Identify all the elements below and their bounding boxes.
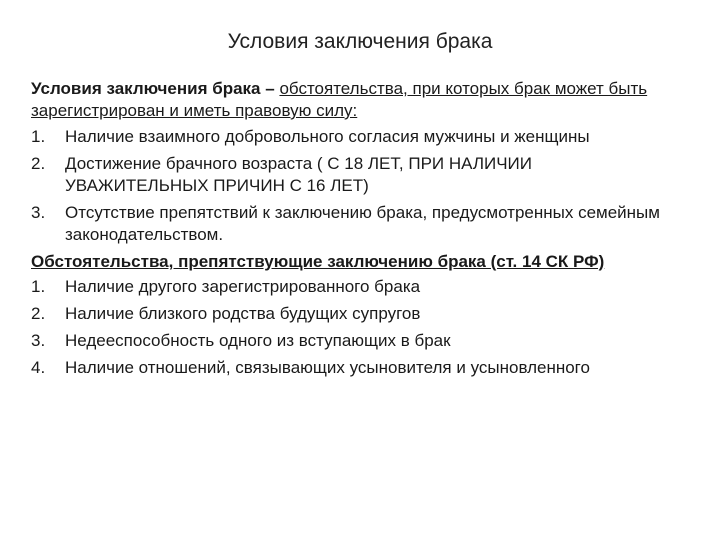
- list-item: [31, 357, 673, 379]
- list-number: 3.: [31, 331, 46, 350]
- slide-title: Условия заключения брака: [227, 30, 493, 53]
- definition-term: Условия заключения брака: [31, 79, 261, 98]
- definition-paragraph: [31, 78, 673, 122]
- list-text: Отсутствие препятствий к заключению брака, предусмотренных семейным законодательством.: [65, 203, 660, 244]
- list-text: Наличие отношений, связывающих усыновителя и усыновленного: [65, 358, 590, 377]
- list-text: Наличие другого зарегистрированного брака: [65, 277, 421, 296]
- list-text: Наличие близкого родства будущих супругов: [65, 304, 421, 323]
- definition-dash: –: [260, 79, 280, 98]
- conditions-list: [31, 126, 673, 246]
- list-item: [31, 202, 673, 246]
- list-number: 4.: [31, 358, 46, 377]
- list-number: 1.: [31, 127, 46, 146]
- list-item: [31, 153, 673, 197]
- list-number: 1.: [31, 277, 46, 296]
- list-text: Недееспособность одного из вступающих в брак: [65, 331, 451, 350]
- obstacles-list: [31, 276, 673, 379]
- list-item: [31, 330, 673, 352]
- list-item: [31, 303, 673, 325]
- list-number: 2.: [31, 154, 46, 173]
- list-text: Наличие взаимного добровольного согласия мужчины и женщины: [65, 127, 590, 146]
- slide-content: [31, 78, 673, 384]
- list-text: Достижение брачного возраста ( С 18 ЛЕТ, ПРИ НАЛИЧИИ УВАЖИТЕЛЬНЫХ ПРИЧИН С 16 ЛЕТ): [65, 154, 532, 195]
- list-number: 2.: [31, 304, 46, 323]
- obstacles-heading: Обстоятельства, препятствующие заключению брака (ст. 14 СК РФ): [31, 252, 605, 271]
- list-item: [31, 126, 673, 148]
- list-number: 3.: [31, 203, 46, 222]
- list-item: [31, 276, 673, 298]
- definition-text: обстоятельства, при которых брак может быть зарегистрирован и иметь правовую силу:: [31, 79, 648, 120]
